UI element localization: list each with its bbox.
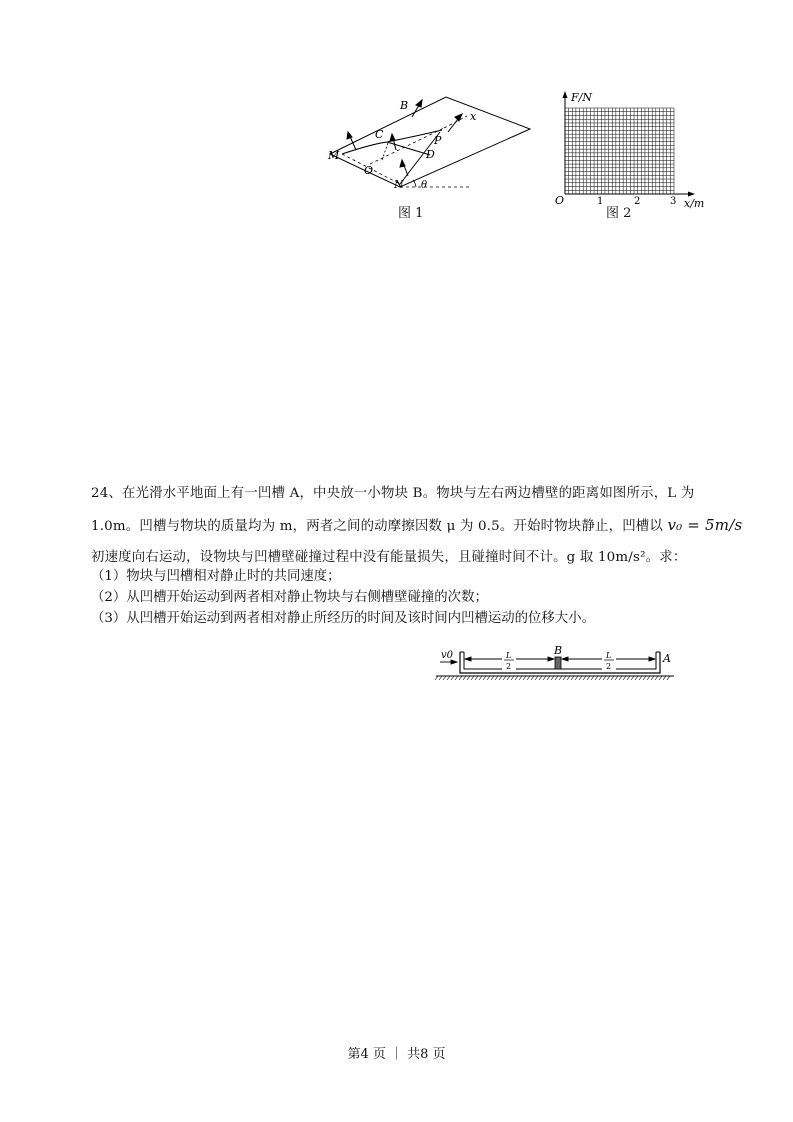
left-half-2: 2 xyxy=(506,662,512,671)
x-tick-1: 1 xyxy=(597,196,604,207)
figure-1-inclined-plane xyxy=(312,92,542,222)
question-24-line-2-text: 1.0m。凹槽与物块的质量均为 m，两者之间的动摩擦因数 μ 为 0.5。开始时物块静止，凹槽以 xyxy=(91,519,668,534)
question-24-line-1: 24、在光滑水平地面上有一凹槽 A，中央放一小物块 B。物块与左右两边槽壁的距离如图所示，L 为 xyxy=(91,486,695,501)
page-footer: 第4 页 ｜ 共8 页 xyxy=(347,1047,446,1062)
label-M: M xyxy=(328,149,340,162)
label-P: P xyxy=(434,134,442,147)
inclined-plane xyxy=(330,97,530,187)
B-label: B xyxy=(554,644,563,657)
question-24-line-2 xyxy=(91,515,742,534)
right-half-L: L xyxy=(606,651,612,660)
sub-question-3: （3）从凹槽开始运动到两者相对静止所经历的时间及该时间内凹槽运动的位移大小。 xyxy=(91,611,595,626)
sub-question-1: （1）物块与凹槽相对静止时的共同速度； xyxy=(91,569,341,584)
label-theta: θ xyxy=(421,180,428,191)
label-C: C xyxy=(375,128,384,141)
x-axis-label: x/m xyxy=(684,197,705,210)
figure-1-caption: 图 1 xyxy=(398,206,424,221)
label-O: O xyxy=(364,164,374,177)
right-half-2: 2 xyxy=(606,662,612,671)
left-half-L: L xyxy=(506,651,512,660)
v0-label: v0 xyxy=(441,650,454,661)
A-label: A xyxy=(663,652,671,665)
figure-3-groove xyxy=(434,642,684,688)
origin-label: O xyxy=(555,194,565,207)
x-tick-2: 2 xyxy=(634,196,641,207)
question-24-line-3: 初速度向右运动，设物块与凹槽壁碰撞过程中没有能量损失，且碰撞时间不计。g 取 10m/s²。求： xyxy=(91,550,687,565)
grid xyxy=(565,108,674,194)
initial-velocity-formula: v₀ = 5m/s xyxy=(667,516,743,534)
ground-hatching xyxy=(435,676,670,680)
label-x: x xyxy=(470,110,477,123)
block-B xyxy=(555,657,561,669)
figure-2-force-grid xyxy=(550,86,710,216)
sub-question-2: （2）从凹槽开始运动到两者相对静止物块与右侧槽壁碰撞的次数； xyxy=(91,590,488,605)
figure-2-caption: 图 2 xyxy=(606,206,632,221)
label-B: B xyxy=(400,99,409,112)
y-axis-label: F/N xyxy=(571,91,592,104)
label-N: N xyxy=(394,178,404,191)
x-tick-3: 3 xyxy=(670,196,677,207)
label-D: D xyxy=(426,148,435,161)
